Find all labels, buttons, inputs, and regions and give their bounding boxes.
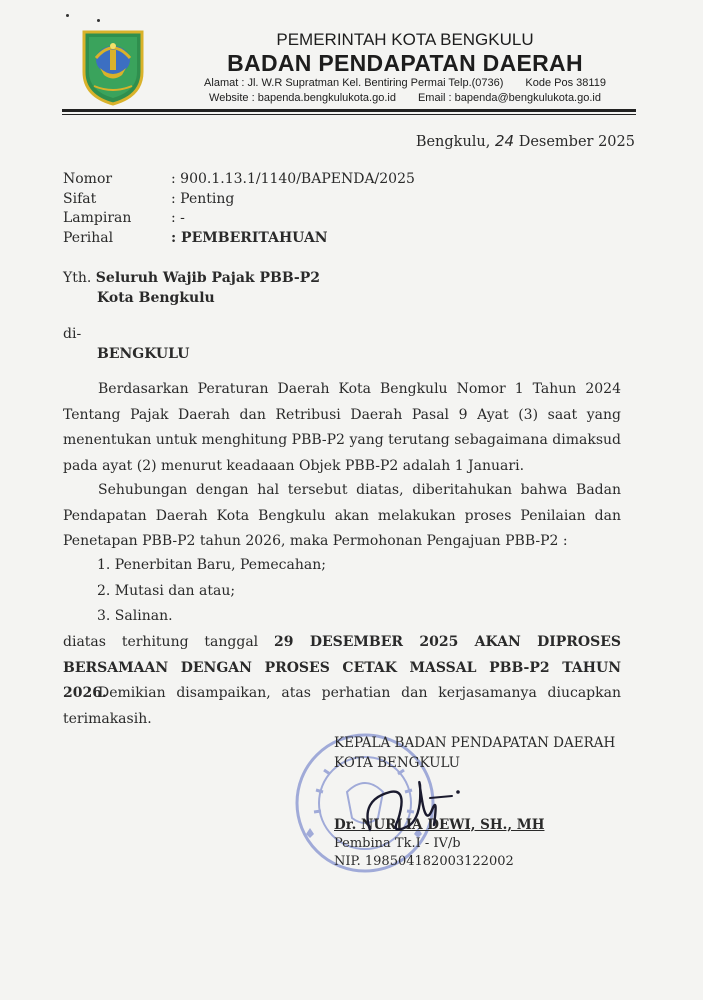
list-item: 3. Salinan. — [97, 608, 173, 624]
meta-value: : 900.1.13.1/1140/BAPENDA/2025 — [171, 171, 415, 187]
website: Website : bapenda.bengkulukota.go.id — [209, 92, 396, 104]
scan-speck — [66, 14, 69, 17]
meta-key: Sifat — [63, 190, 97, 207]
meta-row — [63, 210, 415, 230]
signatory-rank: Pembina Tk.I - IV/b — [334, 836, 461, 851]
letter-date — [416, 132, 635, 150]
address: Alamat : Jl. W.R Supratman Kel. Bentiring Permai Telp.(0736) — [204, 77, 504, 89]
recipient-di: di- — [63, 326, 82, 342]
government-name: PEMERINTAH KOTA BENGKULU — [276, 30, 534, 49]
recipient-prefix: Yth. — [63, 270, 92, 286]
recipient-city: BENGKULU — [97, 346, 190, 362]
list-item: 1. Penerbitan Baru, Pemecahan; — [97, 557, 326, 573]
meta-row — [63, 191, 415, 211]
date-city: Bengkulu, — [415, 134, 491, 150]
signatory-nip: NIP. 198504182003122002 — [334, 854, 514, 869]
meta-row — [63, 230, 415, 250]
meta-value: : PEMBERITAHUAN — [171, 229, 328, 246]
postal-code: Kode Pos 38119 — [525, 77, 606, 89]
letterhead — [165, 30, 645, 106]
meta-row — [63, 171, 415, 191]
agency-name: BADAN PENDAPATAN DAERAH — [227, 50, 583, 76]
letter-meta — [63, 171, 415, 249]
closing-paragraph: Demikian disampaikan, atas perhatian dan kerjasamanya diucapkan terimakasih. — [63, 685, 621, 727]
application-list — [97, 553, 326, 630]
contact-line — [165, 91, 645, 106]
handwritten-signature — [360, 770, 470, 840]
recipient-block — [63, 268, 320, 308]
letterhead-rule-thick — [62, 109, 636, 112]
meta-key: Lampiran — [63, 210, 132, 226]
recipient-line-1: Seluruh Wajib Pajak PBB-P2 — [95, 270, 321, 286]
date-day-handwritten: 24 — [495, 132, 515, 150]
recipient-line-2: Kota Bengkulu — [97, 290, 215, 306]
list-item: 2. Mutasi dan atau; — [97, 582, 236, 599]
scan-speck — [97, 19, 100, 22]
signatory-title-1: KEPALA BADAN PENDAPATAN DAERAH — [334, 735, 616, 751]
paragraph-3-lead: diatas terhitung tanggal — [63, 634, 275, 650]
body-paragraph-2: Sehubungan dengan hal tersebut diatas, diberitahukan bahwa Badan Pendapatan Daerah Kota Bengkulu akan melakukan proses Penilaian dan Penetapan PBB-P2 tahun 2026, maka Permohonan Pengajuan PBB-P2 : — [63, 482, 621, 549]
paragraph-3-emphasis: 29 DESEMBER 2025 AKAN DIPROSES BERSAMAAN DENGAN PROSES CETAK MASSAL PBB-P2 TAHUN 2026. — [63, 634, 622, 701]
meta-key: Perihal — [63, 229, 114, 246]
signatory-name: Dr. NURLIA DEWI, SH., MH — [334, 817, 545, 833]
address-line — [165, 76, 645, 91]
letterhead-rule-thin — [62, 114, 636, 115]
email: Email : bapenda@bengkulukota.go.id — [417, 92, 601, 104]
meta-key: Nomor — [63, 171, 113, 187]
date-month-year: Desember 2025 — [518, 134, 635, 150]
meta-value: : - — [171, 210, 185, 226]
signatory-title-2: KOTA BENGKULU — [334, 755, 461, 771]
body-paragraph-1: Berdasarkan Peraturan Daerah Kota Bengkulu Nomor 1 Tahun 2024 Tentang Pajak Daerah dan Retribusi Daerah Pasal 9 Ayat (3) saat yang menentukan untuk menghitung PBB-P2 yang terutang sebagaimana dimaksud pada ayat (2) menurut keadaaan Objek PBB-P2 adalah 1 Januari. — [63, 381, 621, 474]
meta-value: : Penting — [171, 190, 235, 207]
city-emblem-logo — [80, 28, 146, 106]
